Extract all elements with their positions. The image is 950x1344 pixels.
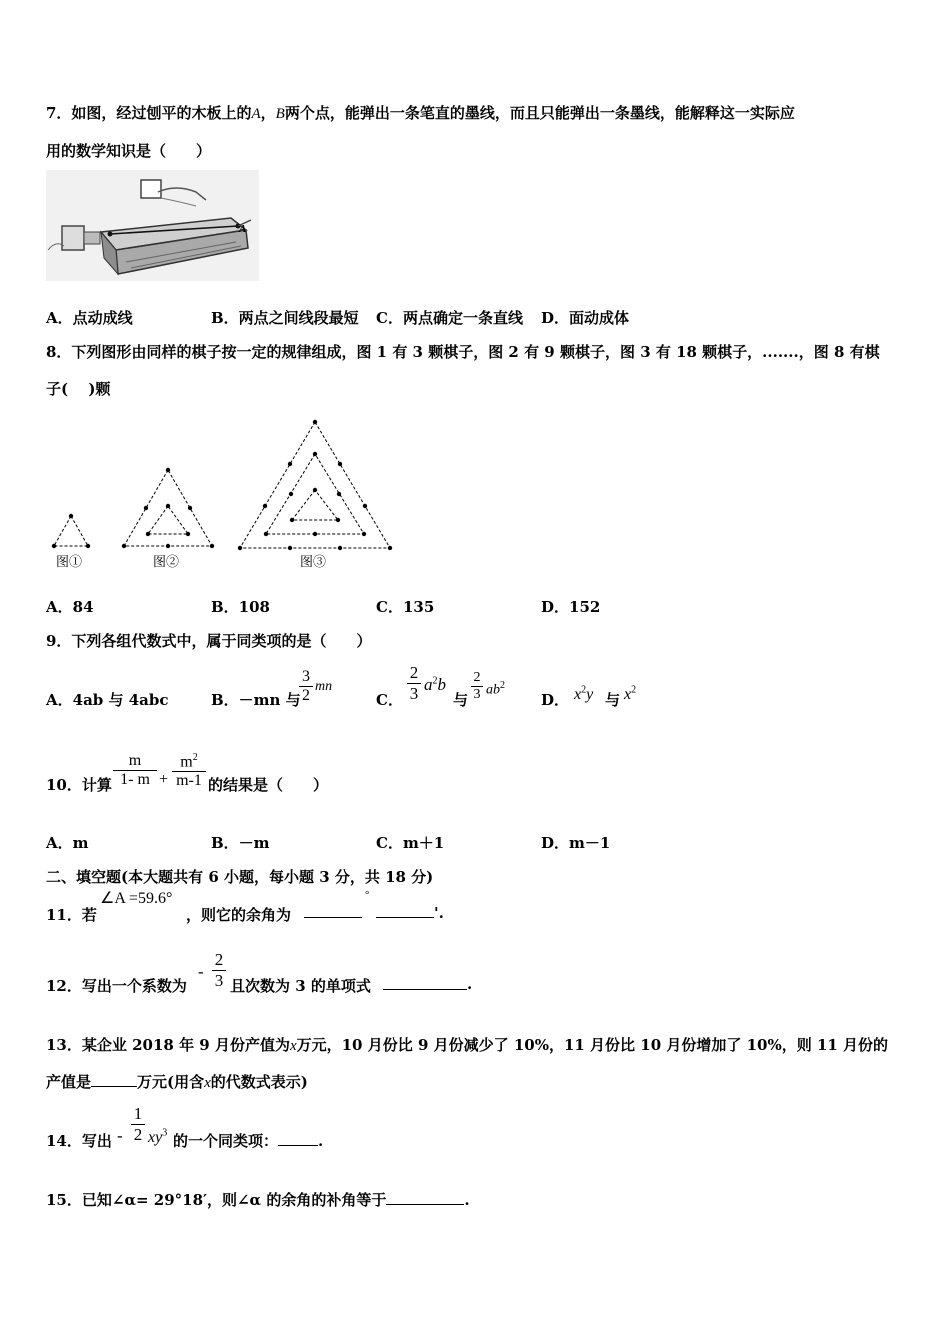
- q14-fraction: $\frac{1}{2}$: [131, 1104, 145, 1145]
- q10-prefix: 10．计算: [46, 776, 112, 794]
- q9-option-d-term-2: $x^2$: [624, 684, 637, 703]
- q10-option-d[interactable]: D．m－1: [541, 834, 611, 852]
- q9-option-b-term: mn: [315, 679, 333, 694]
- photo-point-a: A: [239, 223, 247, 235]
- q14-suffix: 的一个同类项： .: [173, 1132, 324, 1150]
- q9-option-c-label[interactable]: C．: [376, 691, 403, 709]
- q8-option-b[interactable]: B．108: [211, 598, 270, 616]
- figure-2-label: 图②: [153, 554, 180, 569]
- q7-option-b[interactable]: B．两点之间线段最短: [211, 309, 359, 327]
- q14-prefix: 14．写出: [46, 1132, 112, 1150]
- q15-answer-blank[interactable]: [386, 1204, 464, 1205]
- q9-option-d-and: 与: [605, 691, 621, 709]
- q13-answer-blank[interactable]: [91, 1086, 137, 1087]
- woodboard-illustration: [46, 170, 259, 281]
- q9-option-a[interactable]: A．4ab 与 4abc: [46, 691, 169, 709]
- q10-suffix: 的结果是（ ）: [208, 776, 329, 794]
- q12-suffix: 且次数为 3 的单项式: [230, 977, 371, 995]
- q9-option-b-label[interactable]: B．－mn 与: [211, 691, 301, 709]
- q11-blank-minutes[interactable]: [376, 917, 434, 918]
- q9-option-b-fraction: $\frac{3}{2}$: [299, 668, 313, 705]
- q14-answer-blank[interactable]: [278, 1145, 318, 1146]
- q10-option-b[interactable]: B．－m: [211, 834, 270, 852]
- q7-option-c[interactable]: C．两点确定一条直线: [376, 309, 523, 327]
- q12-fraction: $\frac{2}{3}$: [212, 950, 226, 991]
- point-b-label: B: [275, 106, 285, 122]
- q10-option-a[interactable]: A．m: [46, 834, 89, 852]
- q14-minus: -: [117, 1126, 123, 1145]
- q7-option-a[interactable]: A．点动成线: [46, 309, 133, 327]
- q10-fraction-1: $\frac{m}{1- m}$: [113, 752, 157, 789]
- q7-woodboard-photo: [46, 170, 259, 281]
- q11-prefix: 11．若: [46, 906, 97, 924]
- q13-stem-line1: 13．某企业 2018 年 9 月份产值为x万元，10 月份比 9 月份减少了 10%，11 月份比 10 月份增加了 10%，则 11 月份的: [46, 1036, 889, 1054]
- q8-option-d[interactable]: D．152: [541, 598, 601, 616]
- q10-fraction-2: $\frac{m^2}{m-1}$: [172, 752, 206, 790]
- q12-minus: -: [198, 962, 204, 981]
- q15-stem: 15．已知∠α= 29°18′，则∠α 的余角的补角等于 .: [46, 1191, 470, 1209]
- q11-mid: ，则它的余角为: [186, 906, 292, 924]
- figure-1-label: 图①: [56, 554, 83, 569]
- q11-suffix: '.: [434, 904, 444, 922]
- q13-stem-line2: 产值是 万元(用含x的代数式表示): [46, 1073, 308, 1091]
- q12-end: .: [467, 975, 473, 993]
- q8-option-a[interactable]: A．84: [46, 598, 94, 616]
- q9-stem: 9．下列各组代数式中，属于同类项的是（ ）: [46, 632, 372, 650]
- q9-option-c-term-2: $ab^2$: [486, 680, 505, 698]
- q9-option-c-term-1: $a^2b$: [424, 675, 446, 694]
- q10-plus: +: [159, 771, 169, 788]
- q9-option-c-and: 与: [453, 691, 469, 709]
- q9-option-d-term-1: $x^2y$: [574, 684, 594, 703]
- point-a-label: A: [251, 106, 261, 122]
- q11-blank-degrees[interactable]: [304, 917, 362, 918]
- q12-prefix: 12．写出一个系数为: [46, 977, 187, 995]
- figure-3-label: 图③: [300, 554, 327, 569]
- q8-stem-line1: 8．下列图形由同样的棋子按一定的规律组成，图 1 有 3 颗棋子，图 2 有 9 颗棋子，图 3 有 18 颗棋子，.......，图 8 有棋: [46, 343, 880, 361]
- q9-option-c-fraction-1: $\frac{2}{3}$: [407, 663, 421, 704]
- q7-stem-line2: 用的数学知识是（ ）: [46, 142, 212, 160]
- q9-option-c-fraction-2: $\frac{2}{3}$: [471, 670, 483, 703]
- q8-stem-line2: 子( )颗: [46, 380, 111, 398]
- q8-option-c[interactable]: C．135: [376, 598, 435, 616]
- q7-stem-line1: 7．如图，经过刨平的木板上的A，B两个点，能弹出一条笔直的墨线，而且只能弹出一条墨线，能解释这一实际应: [46, 104, 795, 122]
- q8-chess-figures: [40, 410, 400, 580]
- q12-answer-blank[interactable]: [383, 989, 467, 990]
- section-2-title: 二、填空题(本大题共有 6 小题，每小题 3 分，共 18 分): [46, 868, 434, 886]
- q11-degree-mark: °: [365, 889, 370, 901]
- q9-option-d-label[interactable]: D．: [541, 691, 570, 709]
- q14-term: $xy^3$: [148, 1127, 168, 1146]
- q10-option-c[interactable]: C．m＋1: [376, 834, 445, 852]
- q7-option-d[interactable]: D．面动成体: [541, 309, 630, 327]
- q11-angle: ∠A =59.6°: [100, 890, 173, 907]
